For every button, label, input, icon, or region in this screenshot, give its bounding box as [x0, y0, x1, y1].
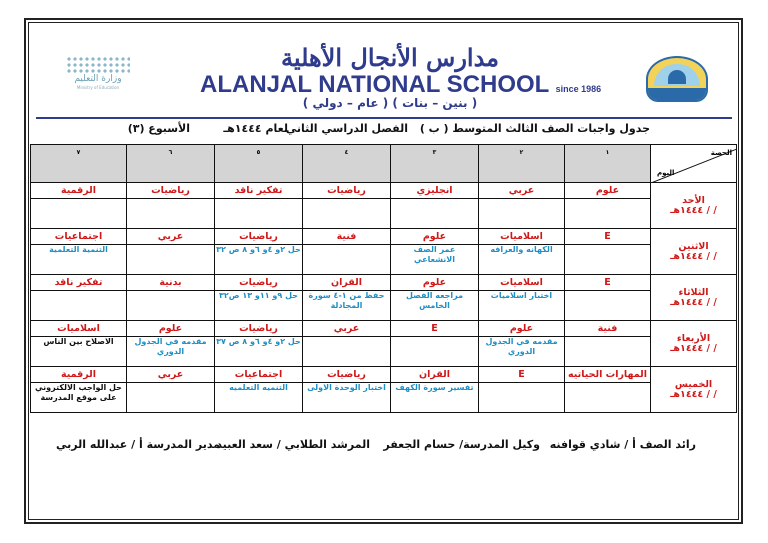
lesson-cell: حل الواجب الالكتروني على موقع المدرسة — [31, 383, 127, 413]
lesson-cell: اختبار اسلاميات — [479, 291, 565, 321]
lesson-cell — [565, 383, 651, 413]
subject-cell: اجتماعيات — [31, 229, 127, 245]
subject-cell: تفكير ناقد — [215, 183, 303, 199]
day-subject-row — [31, 367, 737, 383]
day-date: / / ١٤٤٤هـ — [670, 250, 717, 262]
lesson-cell — [31, 199, 127, 229]
day-date: / / ١٤٤٤هـ — [670, 388, 717, 400]
subject-cell: القران — [391, 367, 479, 383]
subject-cell: علوم — [479, 321, 565, 337]
subject-cell: رياضيات — [215, 275, 303, 291]
year-label: لعام ١٤٤٤هـ — [223, 122, 288, 135]
subject-cell: رياضيات — [303, 367, 391, 383]
homework-schedule-table — [30, 144, 737, 413]
day-lesson-row — [31, 291, 737, 321]
day-cell — [651, 321, 737, 367]
subject-cell: اسلاميات — [31, 321, 127, 337]
lesson-cell — [31, 291, 127, 321]
period-header-7: ٧ — [31, 145, 127, 183]
week-label: الأسبوع (٣) — [127, 122, 190, 135]
lesson-cell: تفسير سورة الكهف — [391, 383, 479, 413]
period-header-row — [31, 145, 737, 183]
lesson-cell: عمر الصف الانشعاعي — [391, 245, 479, 275]
class-leader-signature: رائد الصف أ / شادي قوافنه — [549, 438, 696, 451]
lesson-cell — [565, 199, 651, 229]
lesson-cell: حفظ من ١-٤ سورة المجادلة — [303, 291, 391, 321]
lesson-cell — [127, 383, 215, 413]
lesson-cell: حل ٩و ١١و ١٣ ص٣٢ — [215, 291, 303, 321]
day-name: الاثنين — [678, 240, 709, 252]
day-name: الأربعاء — [676, 332, 711, 344]
ministry-dots-icon — [66, 56, 130, 74]
schedule-title: جدول واجبات الصف الثالث المتوسط ( ب ) — [419, 122, 650, 135]
period-header-4: ٤ — [303, 145, 391, 183]
lesson-cell — [127, 245, 215, 275]
lesson-cell: مقدمه في الجدول الدوري — [479, 337, 565, 367]
counselor-signature: المرشد الطلابي / سعد العبيد — [216, 438, 370, 451]
subject-cell: علوم — [391, 229, 479, 245]
corner-cell — [651, 145, 737, 183]
principal-signature: مدير المدرسة أ / عبدالله الربي — [56, 438, 220, 451]
day-subject-row — [31, 229, 737, 245]
lesson-cell — [303, 199, 391, 229]
subject-cell: رياضيات — [303, 183, 391, 199]
subject-cell: فنية — [303, 229, 391, 245]
lesson-cell: اختبار الوحدة الاولى — [303, 383, 391, 413]
lesson-cell: حل ٢و ٤و ٦و ٨ ص ٣٢ — [215, 245, 303, 275]
subject-cell: علوم — [391, 275, 479, 291]
lesson-cell: التنمية التعلمية — [31, 245, 127, 275]
lesson-cell — [391, 199, 479, 229]
lesson-cell — [565, 337, 651, 367]
subject-cell: اسلاميات — [479, 229, 565, 245]
day-lesson-row — [31, 337, 737, 367]
day-lesson-row — [31, 199, 737, 229]
lesson-cell — [303, 245, 391, 275]
school-since: since 1986 — [555, 84, 602, 94]
subject-cell: E — [565, 229, 651, 245]
day-date: / / ١٤٤٤هـ — [670, 204, 717, 216]
lesson-cell — [391, 337, 479, 367]
subject-cell: القران — [303, 275, 391, 291]
subject-cell: رياضيات — [215, 321, 303, 337]
day-cell — [651, 275, 737, 321]
subject-cell: رياضيات — [215, 229, 303, 245]
lesson-cell — [303, 337, 391, 367]
ministry-name-ar: وزارة التعليم — [74, 74, 122, 84]
period-header-3: ٣ — [391, 145, 479, 183]
ministry-name-en: Ministry of Education — [76, 85, 120, 90]
subject-cell: انجليزي — [391, 183, 479, 199]
subject-cell: الرقمية — [31, 183, 127, 199]
period-header-6: ٦ — [127, 145, 215, 183]
day-subject-row — [31, 321, 737, 337]
subject-cell: تفكير ناقد — [31, 275, 127, 291]
period-header-1: ١ — [565, 145, 651, 183]
lesson-cell: حل ٢و ٤و ٦و ٨ ص ٣٧ — [215, 337, 303, 367]
subject-cell: E — [479, 367, 565, 383]
header-divider — [36, 117, 732, 119]
subject-cell: عربي — [127, 229, 215, 245]
school-name-english-text: ALANJAL NATIONAL SCHOOL — [200, 71, 549, 98]
subject-cell: المهارات الحياتيه — [565, 367, 651, 383]
lesson-cell — [565, 291, 651, 321]
lesson-cell: التنميه التعلميه — [215, 383, 303, 413]
subject-cell: فنية — [565, 321, 651, 337]
corner-period-label: الحصة — [710, 149, 732, 157]
lesson-cell: مراجعه الفصل الخامس — [391, 291, 479, 321]
school-crest-icon — [646, 56, 708, 102]
lesson-cell — [479, 199, 565, 229]
lesson-cell: مقدمه في الجدول الدوري — [127, 337, 215, 367]
school-subtitle: ( عام – دولي ) ( بنين – بنات ) — [302, 96, 478, 110]
lesson-cell — [215, 199, 303, 229]
day-subject-row — [31, 275, 737, 291]
lesson-cell — [565, 245, 651, 275]
subject-cell: عربي — [479, 183, 565, 199]
vice-principal-signature: وكيل المدرسة/ حسام الجعفر — [383, 438, 540, 451]
subject-cell: E — [565, 275, 651, 291]
lesson-cell: الاصلاح بين الناس — [31, 337, 127, 367]
term-label: الفصل الدراسي الثاني — [285, 122, 408, 135]
subject-cell: الرقمية — [31, 367, 127, 383]
lesson-cell — [127, 291, 215, 321]
period-header-5: ٥ — [215, 145, 303, 183]
subject-cell: E — [391, 321, 479, 337]
subject-cell: علوم — [565, 183, 651, 199]
lesson-cell — [127, 199, 215, 229]
day-name: الأحد — [682, 194, 705, 206]
corner-day-label: اليوم — [657, 169, 675, 177]
day-cell — [651, 367, 737, 413]
subject-cell: علوم — [127, 321, 215, 337]
day-cell — [651, 183, 737, 229]
day-name: الخميس — [674, 378, 713, 390]
subject-cell: اجتماعيات — [215, 367, 303, 383]
day-name: الثلاثاء — [678, 286, 709, 298]
ministry-logo — [48, 56, 148, 96]
day-lesson-row — [31, 245, 737, 275]
day-date: / / ١٤٤٤هـ — [670, 296, 717, 308]
subject-cell: اسلاميات — [479, 275, 565, 291]
day-subject-row — [31, 183, 737, 199]
day-date: / / ١٤٤٤هـ — [670, 342, 717, 354]
school-name-arabic: مدارس الأنجال الأهلية — [280, 43, 500, 72]
period-header-2: ٢ — [479, 145, 565, 183]
subject-cell: رياضيات — [127, 183, 215, 199]
subject-cell: عربي — [127, 367, 215, 383]
subject-cell: بدنية — [127, 275, 215, 291]
lesson-cell — [479, 383, 565, 413]
lesson-cell: الكهانه والعرافه — [479, 245, 565, 275]
subject-cell: عربي — [303, 321, 391, 337]
day-lesson-row — [31, 383, 737, 413]
day-cell — [651, 229, 737, 275]
